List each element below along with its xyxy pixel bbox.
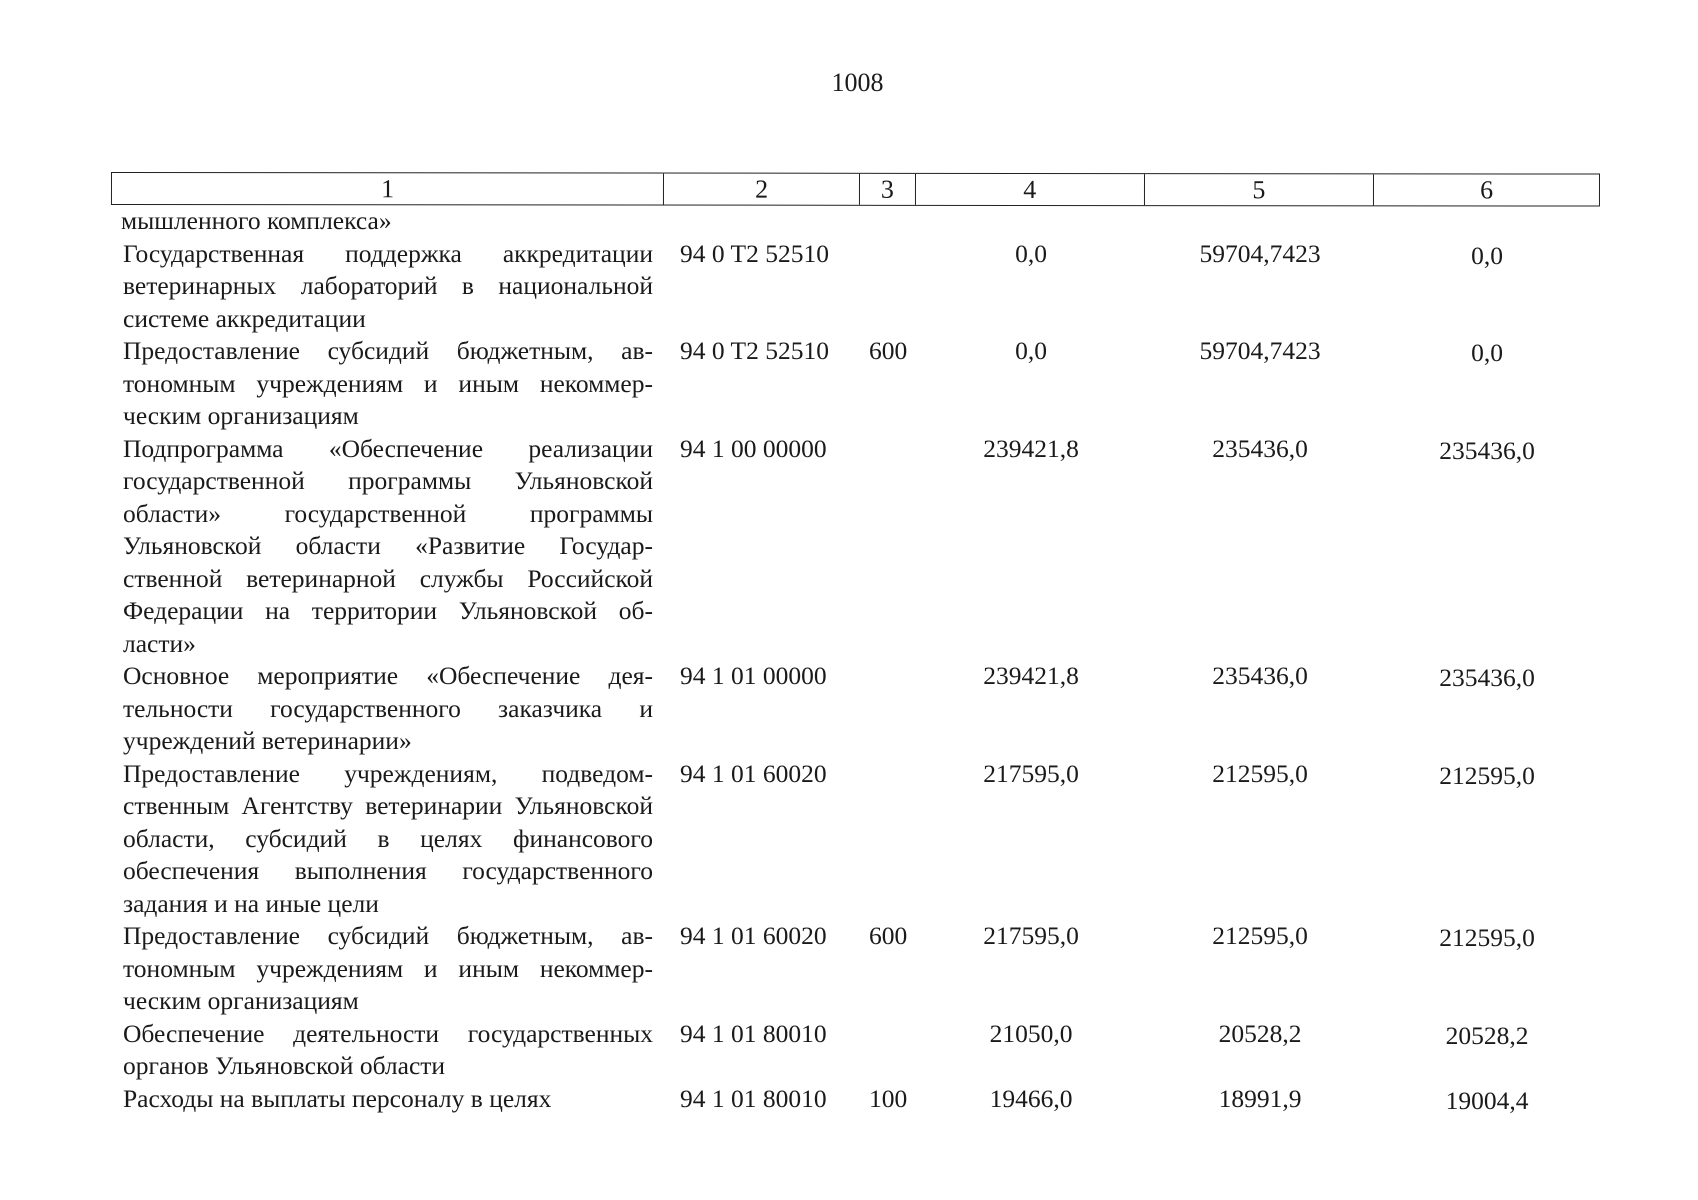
- row-name: Предоставление субсидий бюджетным, автономным учреждениям и иным некоммерческим организациям: [123, 336, 653, 430]
- header-col-4: 4: [916, 174, 1145, 205]
- table-row: Подпрограмма «Обеспечение реализации государственной программы Ульяновской области» государственной программы Ульяновской области «Развитие Государственной ветеринарной службы Российской Федерации на территории Ульяновской области» 94 1 00 00000 239421,8 235436,0 235436,0: [0, 433, 1698, 661]
- table-row: Основное мероприятие «Обеспечение деятельности государственного заказчика и учреждений ветеринарии» 94 1 01 00000 239421,8 235436,0 235436,0: [0, 660, 1698, 758]
- table-header: [111, 172, 1600, 207]
- page-number: 1008: [831, 68, 884, 97]
- table-row: Обеспечение деятельности государственных органов Ульяновской области 94 1 01 80010 21050,0 20528,2 20528,2: [0, 1018, 1698, 1083]
- header-col-6: 6: [1480, 175, 1494, 205]
- row-name: Основное мероприятие «Обеспечение деятельности государственного заказчика и учреждений ветеринарии»: [123, 661, 653, 755]
- row-name: Предоставление субсидий бюджетным, автономным учреждениям и иным некоммерческим организациям: [123, 921, 653, 1015]
- header-col-5: 5: [1145, 174, 1375, 205]
- row-name: Обеспечение деятельности государственных органов Ульяновской области: [123, 1018, 653, 1080]
- row-code: 94 1 01 80010: [680, 1083, 827, 1113]
- row-code: 94 1 01 60020: [680, 921, 827, 950]
- row-expense-kind: 600: [869, 336, 908, 365]
- table-row: Предоставление субсидий бюджетным, автономным учреждениям и иным некоммерческим организациям 94 0 T2 52510 600 0,0 59704,7423 0,0: [0, 335, 1698, 433]
- table-row: Государственная поддержка аккредитации ветеринарных лабораторий в национальной системе аккредитации 94 0 T2 52510 0,0 59704,7423 0,0: [0, 238, 1698, 336]
- header-col-1: 1: [112, 173, 664, 205]
- table-row: [0, 205, 1698, 238]
- row-expense-kind: 100: [869, 1083, 908, 1113]
- header-col-2: 2: [664, 174, 860, 205]
- row-name: мышленного комплекса»: [121, 206, 392, 235]
- row-code: 94 0 T2 52510: [680, 336, 829, 365]
- row-code: 94 1 01 80010: [680, 1018, 827, 1048]
- row-name: Подпрограмма «Обеспечение реализации государственной программы Ульяновской области» государственной программы Ульяновской области «Развитие Государственной ветеринарной службы Российской Федерации на территории Ульяновской области»: [123, 433, 653, 658]
- row-code: 94 0 T2 52510: [680, 238, 829, 268]
- row-expense-kind: 600: [869, 921, 908, 950]
- table-row: Расходы на выплаты персоналу в целях 94 1 01 80010 100 19466,0 18991,9 19004,4: [123, 1083, 1529, 1115]
- row-code: 94 1 01 60020: [680, 758, 827, 788]
- table-row: Предоставление субсидий бюджетным, автономным учреждениям и иным некоммерческим организациям 94 1 01 60020 600 217595,0 212595,0 212595,0: [0, 920, 1698, 1018]
- row-name: Расходы на выплаты персоналу в целях: [123, 1083, 552, 1113]
- row-code: 94 1 00 00000: [680, 433, 827, 463]
- table-row: Предоставление учреждениям, подведомственным Агентству ветеринарии Ульяновской области, субсидий в целях финансового обеспечения выполнения государственного задания и на иные цели 94 1 01 60020 217595,0 212595,0 212595,0: [0, 758, 1698, 921]
- row-code: 94 1 01 00000: [680, 661, 827, 690]
- row-name: Предоставление учреждениям, подведомственным Агентству ветеринарии Ульяновской области, субсидий в целях финансового обеспечения выполнения государственного задания и на иные цели: [123, 758, 653, 918]
- row-name: Государственная поддержка аккредитации ветеринарных лабораторий в национальной системе аккредитации: [123, 238, 653, 333]
- table-body: [0, 205, 1698, 1115]
- header-col-3: 3: [860, 174, 916, 205]
